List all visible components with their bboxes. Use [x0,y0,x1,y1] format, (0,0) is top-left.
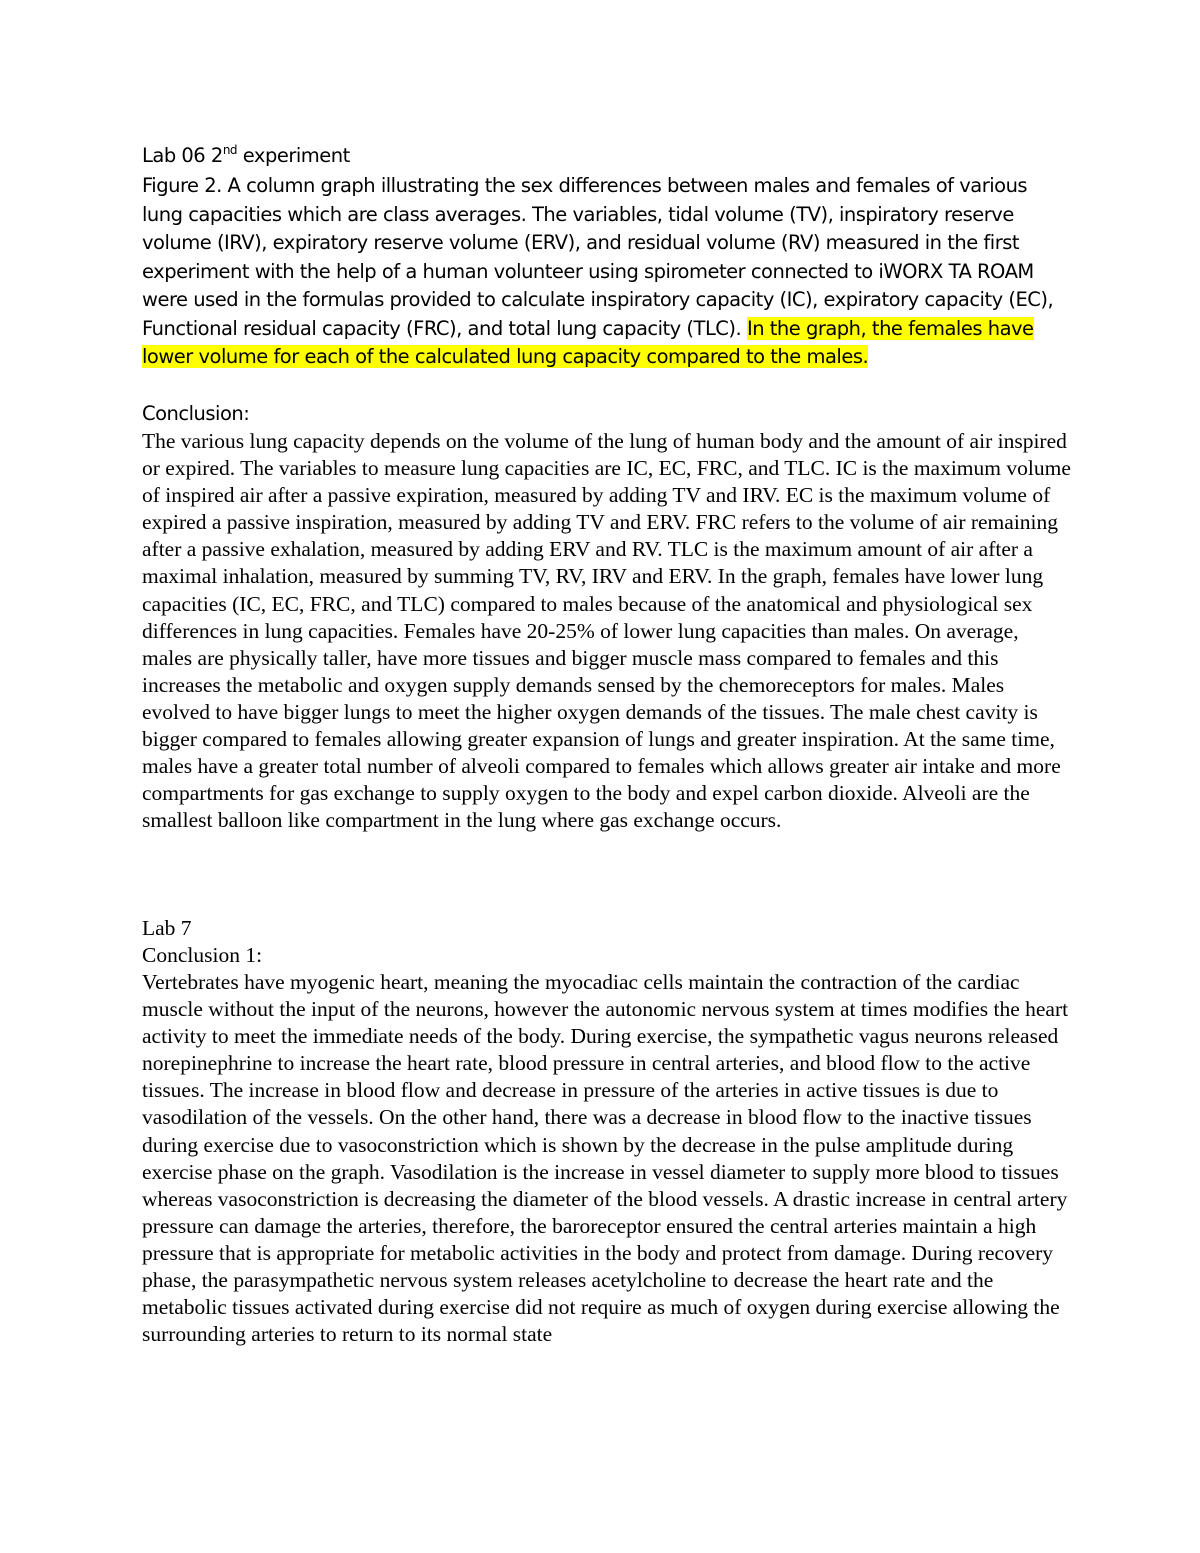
figure-caption-text: Figure 2. A column graph illustrating the sex differences between males and females of various lung capacities which are class averages. The variables, tidal volume (TV), inspiratory reserve volume (IRV), expiratory reserve volume (ERV), and residual volume (RV) measured in the first experiment with the help of a human volunteer using spirometer connected to iWORX TA ROAM were used in the formulas provided to calculate inspiratory capacity (IC), expiratory capacity (EC), Functional residual capacity (FRC), and total lung capacity (TLC). [142,174,1054,340]
lab7-subheading: Conclusion 1: [142,943,263,967]
conclusion-heading: Conclusion: [142,402,250,425]
lab7-heading: Lab 7 [142,916,192,940]
figure-caption-highlighted-text: In the graph, the females have lower volume for each of the calculated lung capacity compared to the males. [142,316,1034,368]
lab06-heading-main: Lab 06 2 [142,144,223,167]
lab06-heading [142,142,350,171]
lab06-heading-superscript: nd [222,143,238,157]
lab06-heading-tail: experiment [237,144,350,167]
conclusion-body: The various lung capacity depends on the volume of the lung of human body and the amount of air inspired or expired. The variables to measure lung capacities are IC, EC, FRC, and TLC. IC is the maximum volume of inspired air after a passive expiration, measured by adding TV and IRV. EC is the maximum volume of expired a passive inspiration, measured by adding TV and ERV. FRC refers to the volume of air remaining after a passive exhalation, measured by adding ERV and RV. TLC is the maximum amount of air after a maximal inhalation, measured by summing TV, RV, IRV and ERV. In the graph, females have lower lung capacities (IC, EC, FRC, and TLC) compared to males because of the anatomical and physiological sex differences in lung capacities. Females have 20-25% of lower lung capacities than males. On average, males are physically taller, have more tissues and bigger muscle mass compared to females and this increases the metabolic and oxygen supply demands sensed by the chemoreceptors for males. Males evolved to have bigger lungs to meet the higher oxygen demands of the tissues. The male chest cavity is bigger compared to females allowing greater expansion of lungs and greater inspiration. At the same time, males have a greater total number of alveoli compared to females which allows greater air intake and more compartments for gas exchange to supply oxygen to the body and expel carbon dioxide. Alveoli are the smallest balloon like compartment in the lung where gas exchange occurs. [142,429,1071,833]
figure-caption [142,172,1072,372]
lab7-body: Vertebrates have myogenic heart, meaning the myocadiac cells maintain the contraction of the cardiac muscle without the input of the neurons, however the autonomic nervous system at times modifies the heart activity to meet the immediate needs of the body. During exercise, the sympathetic vagus neurons released norepinephrine to increase the heart rate, blood pressure in central arteries, and blood flow to the active tissues. The increase in blood flow and decrease in pressure of the arteries in active tissues is due to vasodilation of the vessels. On the other hand, there was a decrease in blood flow to the inactive tissues during exercise due to vasoconstriction which is shown by the decrease in the pulse amplitude during exercise phase on the graph. Vasodilation is the increase in vessel diameter to supply more blood to tissues whereas vasoconstriction is decreasing the diameter of the blood vessels. A drastic increase in central artery pressure can damage the arteries, therefore, the baroreceptor ensured the central arteries maintain a high pressure that is appropriate for metabolic activities in the body and protect from damage. During recovery phase, the parasympathetic nervous system releases acetylcholine to decrease the heart rate and the metabolic tissues activated during exercise did not require as much of oxygen during exercise allowing the surrounding arteries to return to its normal state [142,970,1069,1347]
